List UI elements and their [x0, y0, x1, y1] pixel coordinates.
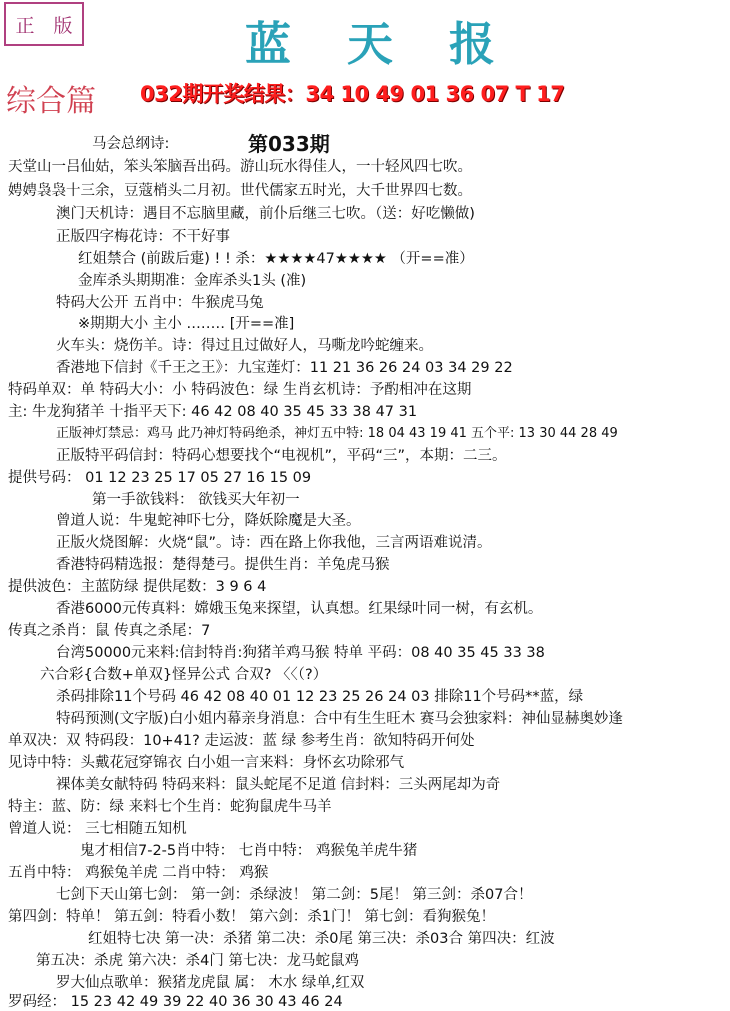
content-line: 正版神灯禁忌：鸡马 此乃神灯特码绝杀，神灯五中特: 18 04 43 19 41 五个平: 13 30 44 28 49: [56, 426, 618, 441]
section-heading: 综合篇: [6, 84, 96, 119]
content-line: 曾道人说：牛鬼蛇神吓七分，降妖除魔是大圣。: [56, 513, 361, 529]
content-line: 红姐禁合 (前跋后疐) ! ! 杀：★★★★47★★★★ （开==准）: [78, 251, 474, 267]
content-line: 主: 牛龙狗猪羊 十指平天下: 46 42 08 40 35 45 33 38 47 31: [8, 404, 418, 420]
content-line: 正版特平码信封：特码心想要找个“电视机”，平码“三”，本期：二三。: [56, 448, 507, 464]
content-line: 第五决：杀虎 第六决：杀4门 第七决：龙马蛇鼠鸡: [36, 953, 359, 969]
content-line: 香港特码精选报：楚得楚弓。提供生肖：羊兔虎马猴: [56, 557, 390, 573]
content-line: 第四剑：特单！ 第五剑：特看小数！ 第六剑：杀1门！ 第七剑：看狗猴兔！: [8, 909, 496, 925]
content-line: ※期期大小 主小 ‥‥‥‥ [开==准]: [78, 316, 295, 332]
content-line: 香港6000元传真料：嫦娥玉兔来探望，认真想。红果绿叶同一树，有玄机。: [56, 601, 543, 617]
content-line: 罗码经： 15 23 42 49 39 22 40 36 30 43 46 24: [8, 994, 343, 1010]
content-line: 天堂山一吕仙姑，笨头笨脑吾出码。游山玩水得佳人，一十轻风四七吹。: [8, 159, 472, 175]
content-line: 特主：蓝、防：绿 来料七个生肖：蛇狗鼠虎牛马羊: [8, 799, 332, 815]
content-line: 香港地下信封《千王之王》：九宝莲灯：11 21 36 26 24 03 34 29 22: [56, 360, 513, 376]
content-line: 特码大公开 五肖中：牛猴虎马兔: [56, 295, 264, 311]
content-line: 红姐特七决 第一决：杀猪 第二决：杀0尾 第三决：杀03合 第四决：红波: [88, 931, 555, 947]
content-line: 单双决：双 特码段：10+41? 走运波：蓝 绿 参考生肖：欲知特码开何处: [8, 733, 475, 749]
content-line: 提供号码： 01 12 23 25 17 05 27 16 15 09: [8, 470, 312, 486]
title-char-2: 天: [347, 17, 393, 71]
content-line: 曾道人说： 三七相随五知机: [8, 821, 187, 837]
content-line: 火车头：烧伤羊。诗：得过且过做好人，马嘶龙吟蛇缠来。: [56, 338, 433, 354]
content-line: 传真之杀肖：鼠 传真之杀尾：7: [8, 623, 211, 639]
content-line: 台湾50000元来料:信封特肖:狗猪羊鸡马猴 特单 平码：08 40 35 45 33 38: [56, 645, 545, 661]
content-line: 罗大仙点歌单：猴猪龙虎鼠 属： 木水 绿单,红双: [56, 975, 365, 991]
content-line: 特码单双：单 特码大小：小 特码波色：绿 生肖玄机诗：予酌相冲在这期: [8, 382, 472, 398]
content-line: 正版四字梅花诗：不干好事: [56, 229, 230, 245]
content-line: 六合彩{合数+单双}怪异公式 合双? 〈〈（?）: [40, 667, 328, 683]
content-line: 澳门天机诗：遇目不忘脑里藏，前仆后继三七吹。（送：好吃懒做): [56, 206, 475, 222]
content-line: 见诗中特：头戴花冠穿锦衣 白小姐一言来料：身怀玄功除邪气: [8, 755, 405, 771]
content-line: 金库杀头期期准：金库杀头1头 (准): [78, 273, 307, 289]
stamp-char-1: 正: [15, 14, 35, 37]
authentic-stamp: [4, 2, 84, 46]
period-number: 第033期: [248, 132, 330, 156]
content-line: 七剑下天山第七剑： 第一剑：杀绿波！ 第二剑：5尾！ 第三剑：杀07合！: [56, 887, 533, 903]
draw-result: 032期开奖结果：34 10 49 01 36 07 T 17: [140, 82, 565, 106]
title-char-1: 蓝: [245, 17, 291, 71]
content-line: 鬼才相信7-2-5肖中特： 七肖中特： 鸡猴兔羊虎牛猪: [80, 843, 418, 859]
content-line: 五肖中特： 鸡猴兔羊虎 二肖中特： 鸡猴: [8, 865, 269, 881]
title-char-3: 报: [449, 17, 495, 71]
content-line: 娉娉袅袅十三余，豆蔻梢头二月初。世代儒家五时光，大千世界四七数。: [8, 183, 472, 199]
stamp-char-2: 版: [53, 14, 73, 37]
content-line: 杀码排除11个号码 46 42 08 40 01 12 23 25 26 24 03 排除11个号码**蓝，绿: [56, 689, 584, 705]
content-line: 裸体美女献特码 特码来料：鼠头蛇尾不足道 信封料：三头两尾却为奇: [56, 777, 501, 793]
content-line: 正版火烧图解：火烧“鼠”。诗：西在路上你我他，三言两语难说清。: [56, 535, 492, 551]
page-title: [245, 8, 495, 74]
content-line: 马会总纲诗:: [92, 136, 170, 152]
content-line: 第一手欲钱料： 欲钱买大年初一: [92, 492, 300, 508]
content-line: 特码预测(文字版)白小姐内幕亲身消息：合中有生生旺木 赛马会独家料：神仙显赫奥妙逢: [56, 711, 623, 727]
content-line: 提供波色：主蓝防绿 提供尾数：3 9 6 4: [8, 579, 267, 595]
